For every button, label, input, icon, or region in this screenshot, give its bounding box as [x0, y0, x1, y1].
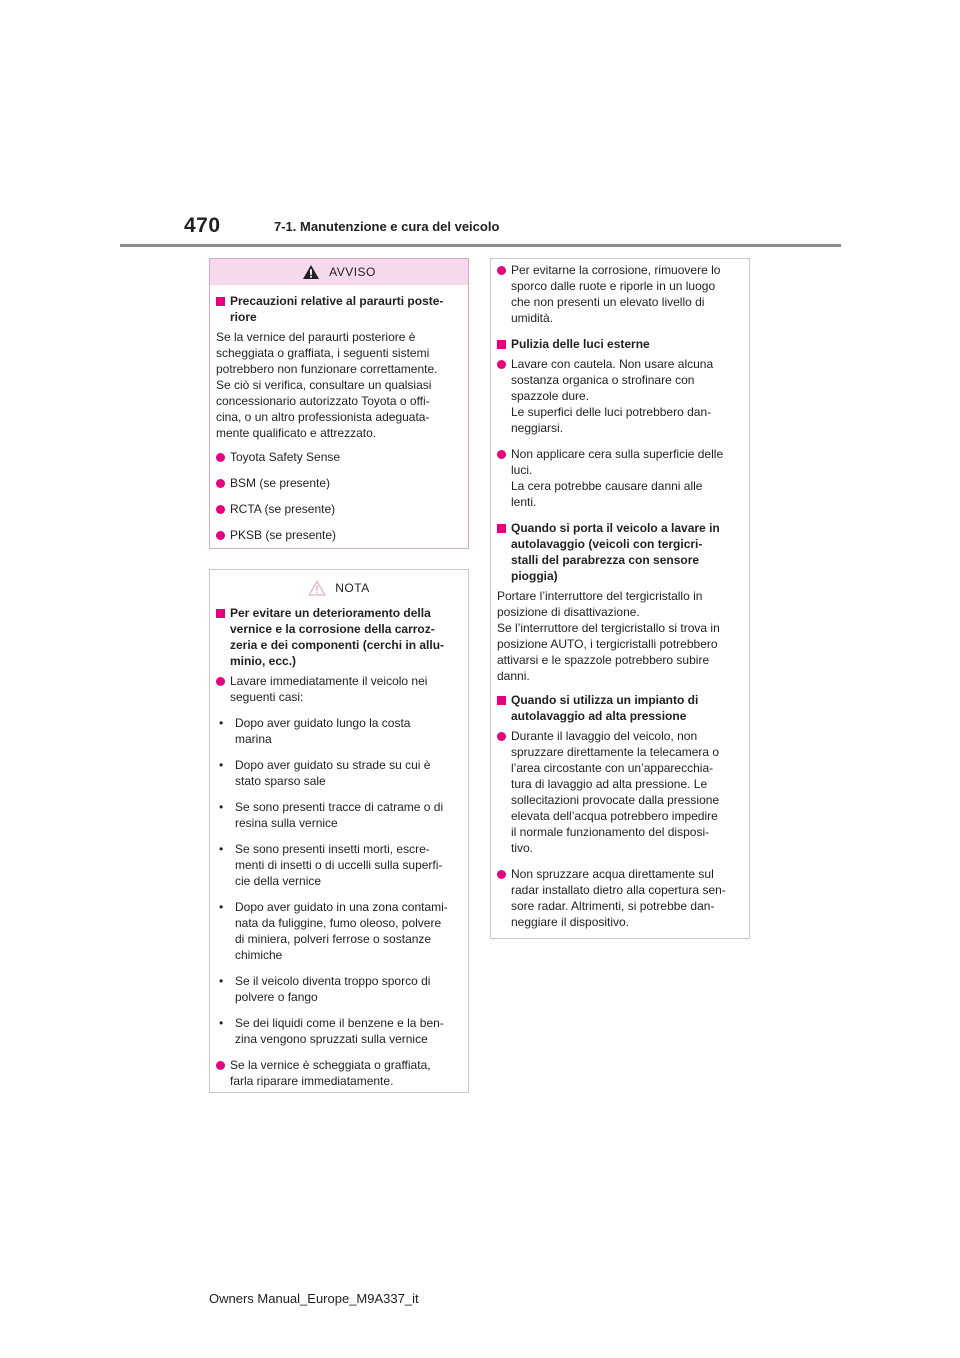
nota-box: [209, 569, 469, 1093]
nota-title: NOTA: [335, 581, 370, 595]
avviso-header: [210, 259, 468, 285]
nota-subitem: • Se sono presenti insetti morti, escre- menti di insetti o di uccelli sulla superfi- cie della vernice: [216, 841, 462, 889]
pressure-bullet: Non spruzzare acqua direttamente sul radar installato dietro alla copertura sen- sore radar. Altrimenti, si potrebbe dan- neggiare il dispositivo.: [497, 866, 743, 930]
avviso-heading: Precauzioni relative al paraurti poste- riore: [216, 293, 462, 325]
nota-subitem: • Se sono presenti tracce di catrame o di resina sulla vernice: [216, 799, 462, 831]
nota-bullet: Lavare immediatamente il veicolo nei seguenti casi:: [216, 673, 462, 705]
footer-text: Owners Manual_Europe_M9A337_it: [209, 1291, 419, 1306]
section-title: 7-1. Manutenzione e cura del veicolo: [274, 219, 500, 234]
avviso-box: [209, 258, 469, 549]
nota-subitem: • Dopo aver guidato su strade su cui è stato sparso sale: [216, 757, 462, 789]
page-number: 470: [184, 214, 221, 237]
avviso-title: AVVISO: [329, 265, 376, 279]
lights-bullet: Lavare con cautela. Non usare alcuna sostanza organica o strofinare con spazzole dure. Le superfici delle luci potrebbero dan- neggiarsi.: [497, 356, 743, 436]
avviso-bullet: PKSB (se presente): [216, 527, 462, 543]
caution-icon: [308, 580, 326, 596]
carwash-heading: Quando si porta il veicolo a lavare in autolavaggio (veicoli con tergicri- stalli del parabrezza con sensore pioggia): [497, 520, 743, 584]
pressure-heading: Quando si utilizza un impianto di autolavaggio ad alta pressione: [497, 692, 743, 724]
avviso-bullet: BSM (se presente): [216, 475, 462, 491]
avviso-bullet: RCTA (se presente): [216, 501, 462, 517]
avviso-paragraph: Se la vernice del paraurti posteriore è scheggiata o graffiata, i seguenti sistemi potrebbero non funzionare correttamente. Se ciò si verifica, consultare un qualsiasi concessionario autorizzato Toyota o offi- cina, o un altro professionista adeguata- mente qualificato e attrezzato.: [216, 330, 438, 440]
corrosion-bullet: Per evitarne la corrosione, rimuovere lo sporco dalle ruote e riporle in un luogo che non presenti un elevato livello di umidità.: [497, 262, 743, 326]
warning-icon: [302, 264, 320, 280]
header-rule: [120, 244, 841, 247]
avviso-bullet: Toyota Safety Sense: [216, 449, 462, 465]
lights-bullet: Non applicare cera sulla superficie delle luci. La cera potrebbe causare danni alle lenti.: [497, 446, 743, 510]
nota-subitem: • Dopo aver guidato lungo la costa marina: [216, 715, 462, 747]
nota-subitem: • Dopo aver guidato in una zona contami- nata da fuliggine, fumo oleoso, polvere di miniera, polveri ferrose o sostanze chimiche: [216, 899, 462, 963]
carwash-paragraph: Portare l’interruttore del tergicristallo in posizione di disattivazione. Se l’interruttore del tergicristallo si trova in posizione AUTO, i tergicristalli potrebbero attivarsi e le spazzole potrebbero subire danni.: [497, 589, 720, 683]
pressure-bullet: Durante il lavaggio del veicolo, non spruzzare direttamente la telecamera o l’area circostante con un’apparecchia- tura di lavaggio ad alta pressione. Le sollecitazioni provocate dalla pressione elevata dell’acqua potrebbero impedire il normale funzionamento del disposi- tivo.: [497, 728, 743, 856]
lights-heading: Pulizia delle luci esterne: [497, 336, 743, 352]
nota-heading: Per evitare un deterioramento della vernice e la corrosione della carroz- zeria e dei componenti (cerchi in allu- minio, ecc.): [216, 605, 462, 669]
nota-bullet: Se la vernice è scheggiata o graffiata, farla riparare immediatamente.: [216, 1057, 462, 1089]
nota-subitem: • Se dei liquidi come il benzene e la ben- zina vengono spruzzati sulla vernice: [216, 1015, 462, 1047]
nota-header: [210, 573, 468, 603]
nota-subitem: • Se il veicolo diventa troppo sporco di polvere o fango: [216, 973, 462, 1005]
right-column-box: [490, 258, 750, 939]
